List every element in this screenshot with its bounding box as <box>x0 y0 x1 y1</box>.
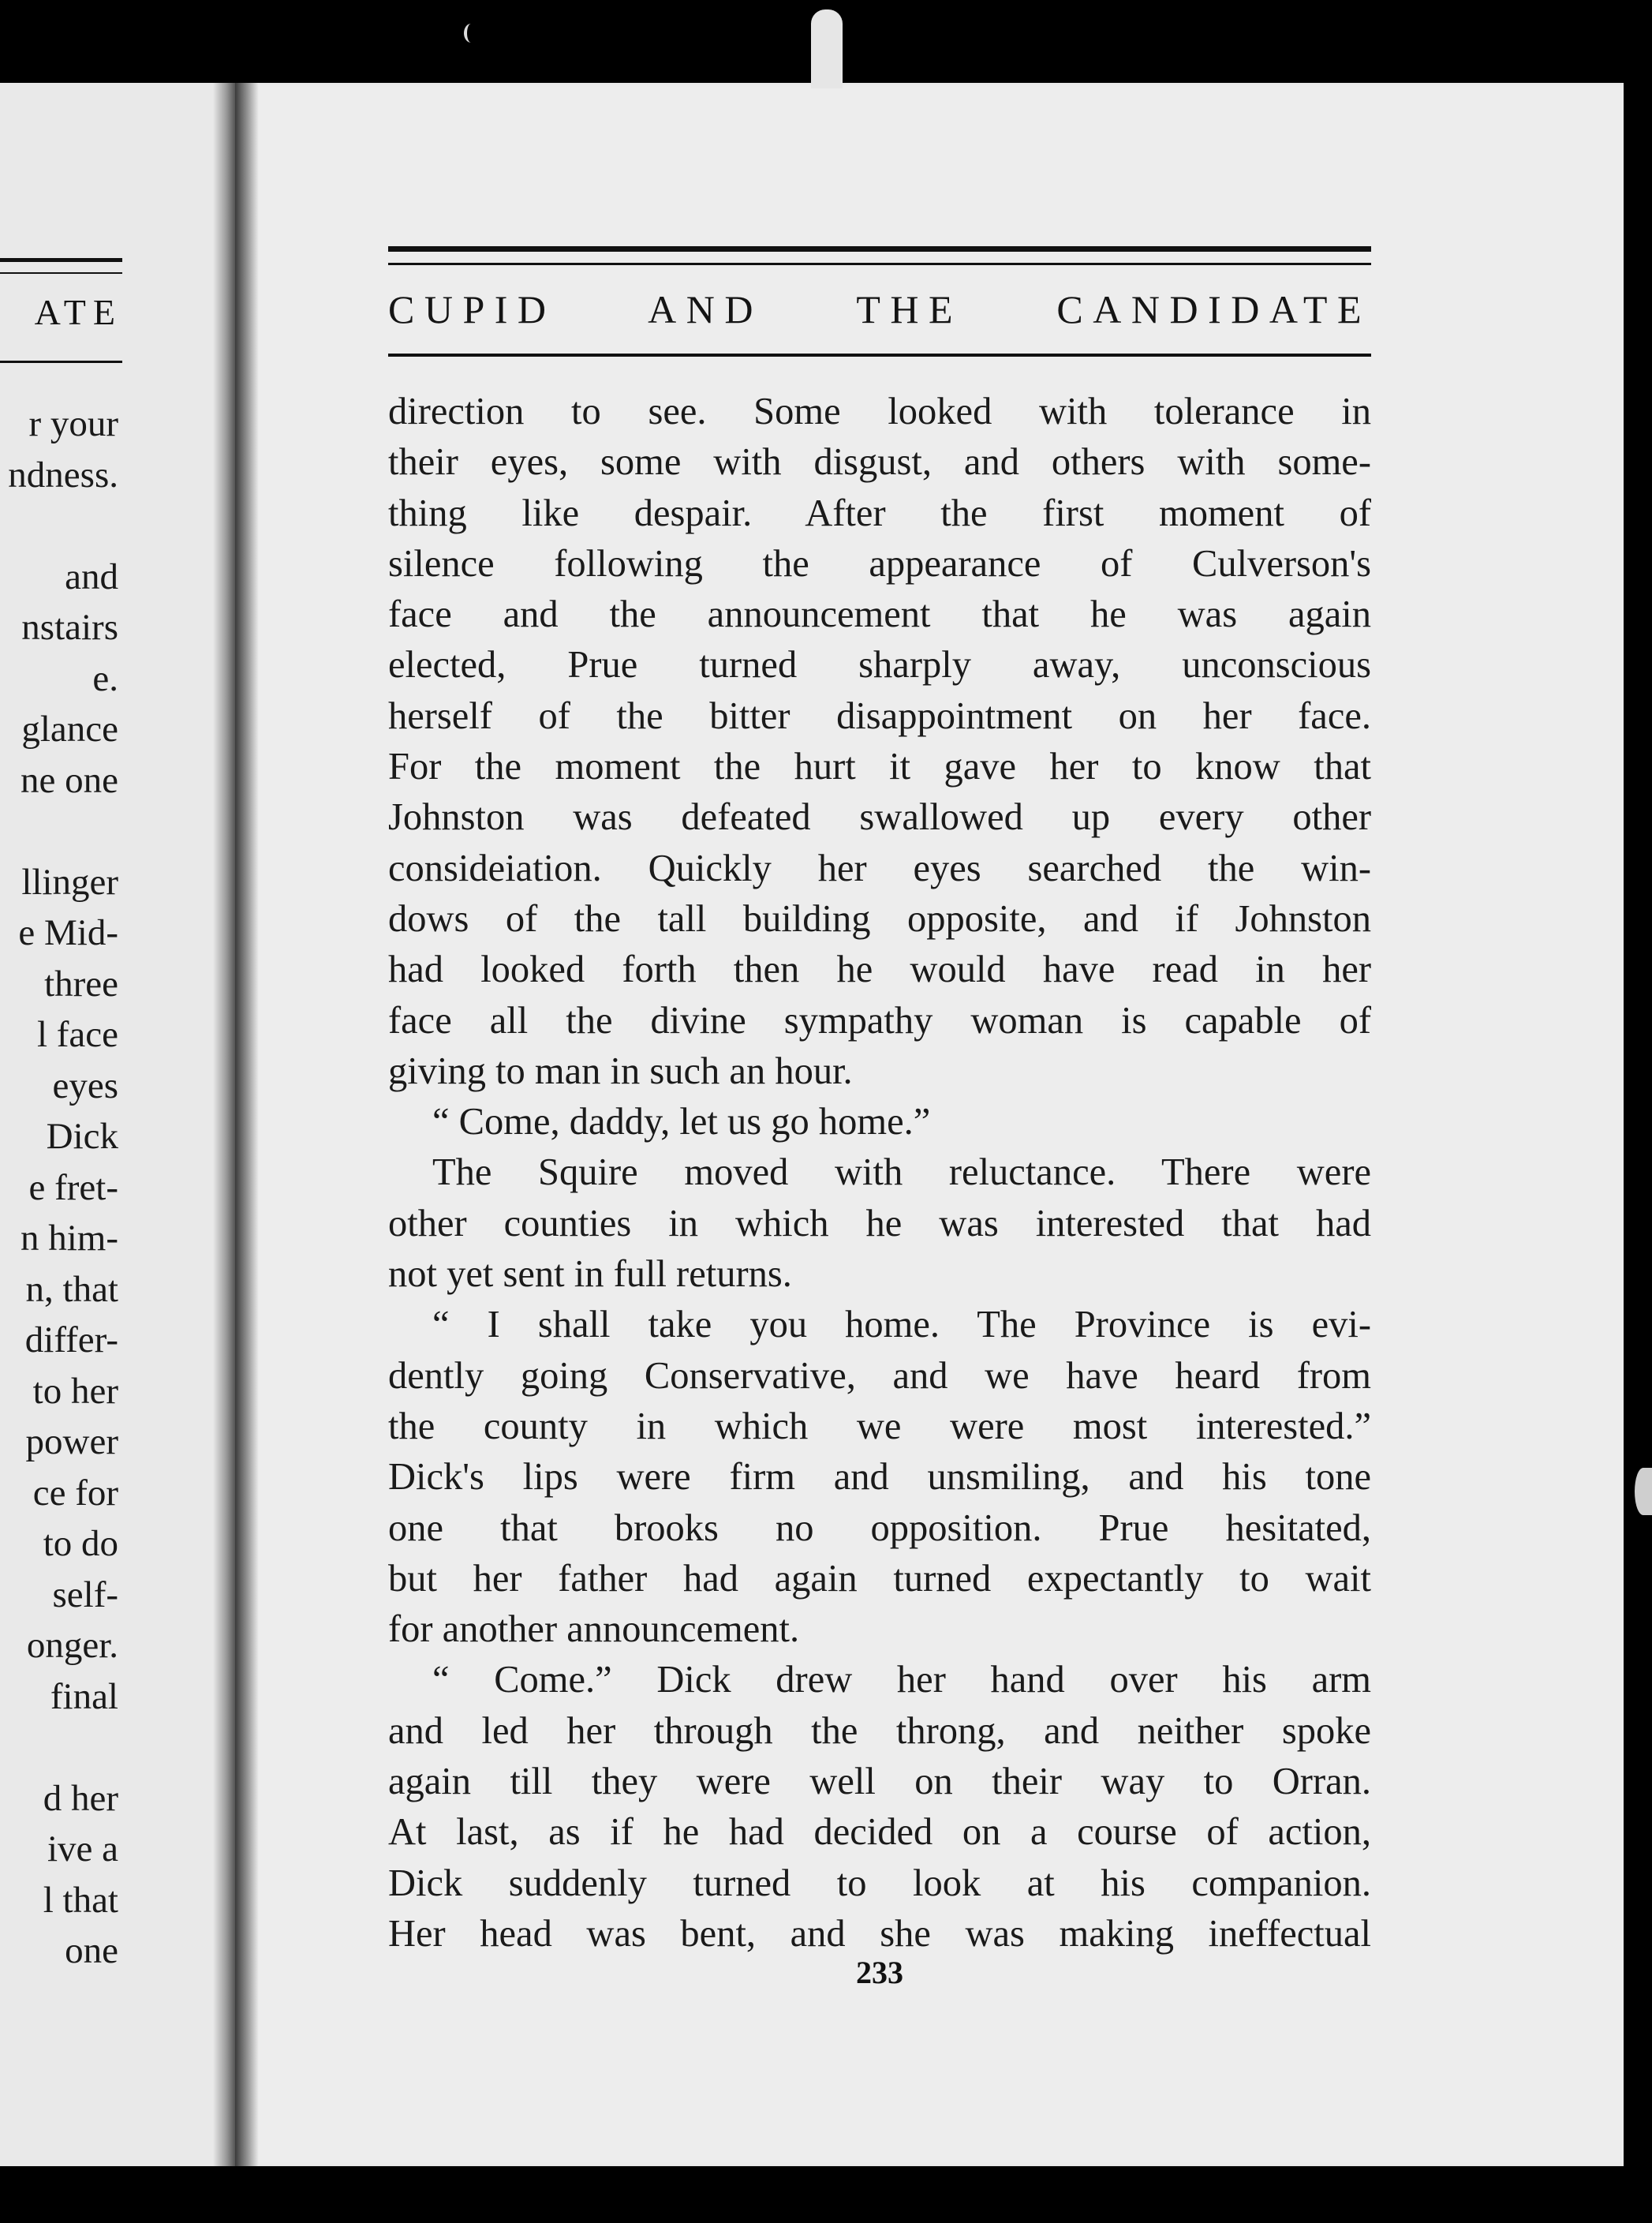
left-text-line: power <box>25 1421 118 1462</box>
left-text-line: one <box>65 1930 118 1971</box>
left-text-line: Dick <box>46 1116 118 1157</box>
left-text-line <box>0 500 118 552</box>
page-number: 233 <box>856 1955 903 1990</box>
text-line: “ I shall take you home. The Province is evi- <box>432 1304 1371 1346</box>
text-line: the county in which we were most interested.” <box>388 1405 1371 1447</box>
left-text-line <box>0 806 118 857</box>
left-text-line: onger. <box>26 1625 118 1666</box>
left-text-line: three <box>44 963 118 1005</box>
text-line: face and the announcement that he was again <box>388 593 1371 636</box>
left-text-line: l face <box>36 1014 118 1055</box>
text-line: “ Come.” Dick drew her hand over his arm <box>432 1659 1371 1701</box>
left-text-line: nstairs <box>21 607 118 648</box>
text-line: one that brooks no opposition. Prue hesitated, <box>388 1506 1371 1549</box>
header-rule-thin <box>388 263 1371 265</box>
text-line: had looked forth then he would have read in her <box>388 949 1371 991</box>
text-line: giving to man in such an hour. <box>388 1050 853 1092</box>
text-line: not yet sent in full returns. <box>388 1253 792 1296</box>
book-gutter <box>213 83 235 2166</box>
left-text-column <box>0 399 118 1977</box>
left-text-line: e. <box>92 657 118 699</box>
text-line: “ Come, daddy, let us go home.” <box>432 1101 931 1143</box>
text-line: direction to see. Some looked with tolerance in <box>388 391 1371 432</box>
text-line: elected, Prue turned sharply away, unconscious <box>388 644 1371 687</box>
text-line: Her head was bent, and she was making ineffectual <box>388 1912 1371 1955</box>
left-text-line: ce for <box>32 1472 118 1514</box>
left-text-line: e fret- <box>28 1166 118 1208</box>
left-text-line: differ- <box>24 1319 118 1360</box>
body-text-column <box>388 387 1371 1959</box>
left-text-line: eyes <box>52 1065 118 1106</box>
text-line: The Squire moved with reluctance. There were <box>432 1151 1371 1194</box>
text-line: dows of the tall building opposite, and if Johnston <box>388 897 1371 940</box>
left-text-line: to her <box>32 1370 118 1412</box>
left-text-line: ndness. <box>8 454 118 496</box>
left-text-line: n him- <box>20 1218 118 1259</box>
text-line: Dick suddenly turned to look at his companion. <box>388 1862 1371 1904</box>
running-head: CUPID AND THE CANDIDATE <box>388 287 1371 331</box>
left-text-line: to do <box>43 1523 118 1564</box>
text-line: but her father had again turned expectantly to wait <box>388 1557 1371 1600</box>
paper-tab-marker <box>811 9 843 88</box>
left-header-rule-bottom <box>0 361 122 363</box>
text-line: At last, as if he had decided on a course of action, <box>388 1811 1371 1854</box>
left-text-line <box>0 1722 118 1773</box>
scan-speck <box>464 24 478 43</box>
text-line: Dick's lips were firm and unsmiling, and his tone <box>388 1456 1371 1499</box>
left-header-rule-thin <box>0 272 122 274</box>
text-line: For the moment the hurt it gave her to know that <box>388 746 1371 788</box>
text-line: consideiation. Quickly her eyes searched the win- <box>388 847 1371 889</box>
left-text-line: and <box>65 556 118 597</box>
left-text-line: l that <box>43 1879 118 1921</box>
scan-edge-mark <box>1635 1468 1652 1515</box>
header-rule-thick <box>388 246 1371 252</box>
page-edge-shadow <box>235 83 259 2166</box>
left-text-line: self- <box>52 1574 118 1615</box>
left-text-line: final <box>50 1675 118 1717</box>
text-line: silence following the appearance of Culverson's <box>388 542 1371 585</box>
left-text-line: ive a <box>47 1828 118 1869</box>
text-line: again till they were well on their way to Orran. <box>388 1761 1371 1803</box>
text-line: thing like despair. After the first moment of <box>388 492 1371 534</box>
text-line: other counties in which he was interested that had <box>388 1202 1371 1244</box>
left-text-line: llinger <box>21 861 118 903</box>
left-text-line: e Mid- <box>18 912 118 953</box>
text-line: their eyes, some with disgust, and others with some- <box>388 441 1371 484</box>
text-line: for another announcement. <box>388 1608 800 1651</box>
text-line: herself of the bitter disappointment on her face. <box>388 694 1371 737</box>
text-line: Johnston was defeated swallowed up every other <box>388 796 1371 839</box>
text-line: and led her through the throng, and neither spoke <box>388 1709 1371 1752</box>
left-text-line: d her <box>43 1777 118 1819</box>
text-line: dently going Conservative, and we have heard from <box>388 1354 1371 1397</box>
left-text-line: r your <box>28 403 118 444</box>
left-header-rule-thick <box>0 258 122 262</box>
left-text-line: n, that <box>25 1268 118 1310</box>
text-line: face all the divine sympathy woman is capable of <box>388 999 1371 1042</box>
header-rule-bottom <box>388 354 1371 357</box>
previous-page-fragment <box>0 83 235 2166</box>
left-text-line: ne one <box>21 759 118 801</box>
left-running-head: ATE <box>34 292 122 332</box>
left-text-line: glance <box>21 709 118 750</box>
